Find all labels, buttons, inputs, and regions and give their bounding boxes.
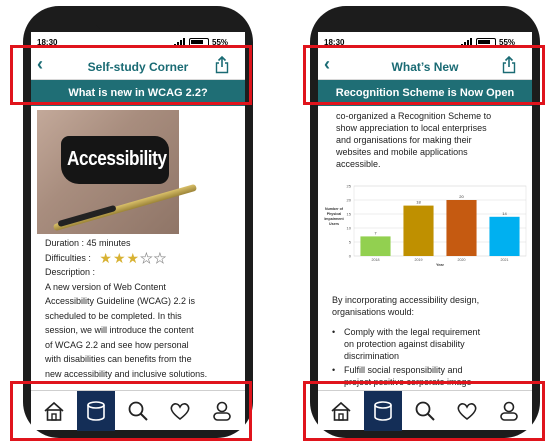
highlight-tabbar-left	[10, 381, 252, 441]
article-content	[318, 108, 532, 387]
x-tick-label: 2019	[414, 258, 423, 262]
chart-bar	[403, 206, 433, 256]
y-tick-label: 20	[346, 197, 351, 203]
star-icon: ★	[99, 250, 112, 267]
list-item	[332, 326, 528, 362]
lead-line: organisations would:	[332, 307, 415, 317]
article-content	[31, 108, 245, 380]
back-button[interactable]: ‹	[324, 54, 330, 74]
y-tick-label: 10	[346, 225, 351, 231]
description-line: of WCAG 2.2 and see how personal	[45, 339, 189, 350]
y-axis-label: Users	[329, 222, 339, 226]
x-tick-label: 2018	[371, 258, 380, 262]
description-line: new accessibility and inclusive solutions.	[45, 368, 208, 379]
course-info	[45, 236, 241, 381]
difficulties-label: Difficulties :	[45, 252, 91, 263]
data-label: 18	[416, 199, 421, 205]
phone-notch	[382, 16, 468, 30]
bar-chart	[320, 180, 530, 268]
star-icon: ★	[153, 250, 167, 267]
y-axis-label: Number of	[325, 207, 343, 211]
y-axis-label: Impairment	[324, 217, 344, 221]
y-tick-label: 25	[346, 183, 351, 189]
list-item-line: on protection against disability	[344, 339, 465, 349]
battery-percent: 55%	[499, 38, 516, 47]
page-title: Self-study Corner	[87, 60, 189, 74]
highlight-header-left	[10, 45, 252, 105]
back-button[interactable]: ‹	[37, 54, 43, 74]
description-line: session, we will introduce the content	[45, 325, 194, 335]
page-title: What’s New	[391, 60, 459, 74]
list-item-line: project positive corporate image	[344, 377, 472, 387]
difficulty-stars	[99, 250, 167, 267]
description-line: with disabilities can benefits from the	[45, 354, 192, 364]
chart-bar	[360, 236, 390, 256]
hero-image	[37, 110, 179, 234]
y-axis-label: Physical	[326, 212, 342, 216]
article-subtitle: Recognition Scheme is Now Open	[318, 80, 532, 106]
description-text	[45, 280, 241, 382]
status-time: 18:30	[37, 38, 58, 47]
intro-paragraph	[336, 110, 524, 170]
highlight-tabbar-right	[303, 381, 545, 441]
intro-line: co-organized a Recognition Scheme to	[336, 111, 492, 121]
difficulties-row	[45, 251, 241, 266]
description-line: A new version of Web Content	[45, 281, 166, 292]
status-time: 18:30	[324, 38, 345, 47]
lead-paragraph	[332, 294, 520, 318]
description-line: Accessibility Guideline (WCAG) 2.2 is	[45, 296, 196, 306]
y-tick-label: 15	[346, 211, 351, 217]
battery-percent: 55%	[212, 38, 229, 47]
duration: Duration : 45 minutes	[45, 238, 131, 248]
x-tick-label: 2021	[500, 258, 509, 262]
hero-word: Accessibility	[67, 148, 167, 170]
star-icon: ★	[126, 250, 140, 267]
data-label: 7	[374, 230, 377, 236]
intro-line: websites and mobile applications	[336, 147, 468, 157]
star-icon: ★	[112, 250, 126, 267]
description-line: scheduled to be completed. In this	[45, 310, 182, 321]
star-icon: ★	[140, 250, 153, 267]
data-label: 14	[502, 210, 507, 216]
list-item-line: discrimination	[344, 351, 400, 361]
chart-bar	[489, 217, 519, 256]
pen-body	[53, 184, 197, 232]
x-tick-label: 2020	[457, 258, 466, 262]
article-subtitle: What is new in WCAG 2.2?	[31, 80, 245, 106]
intro-line: and organisations for making their	[336, 135, 472, 145]
highlight-header-right	[303, 45, 545, 105]
description-label: Description :	[45, 267, 96, 277]
lead-line: By incorporating accessibility design,	[332, 295, 480, 305]
phone-notch	[95, 16, 181, 30]
y-tick-label: 0	[348, 253, 351, 259]
list-item-line: • Fulfill social responsibility and	[344, 365, 463, 375]
intro-line: accessible.	[336, 159, 381, 169]
y-tick-label: 5	[348, 239, 351, 245]
data-label: 20	[459, 194, 464, 199]
chart-bar	[446, 200, 476, 256]
list-item-line: • Comply with the legal requirement	[344, 327, 481, 337]
intro-line: show appreciation to local enterprises	[336, 123, 487, 133]
x-axis-label: Year	[435, 263, 445, 267]
